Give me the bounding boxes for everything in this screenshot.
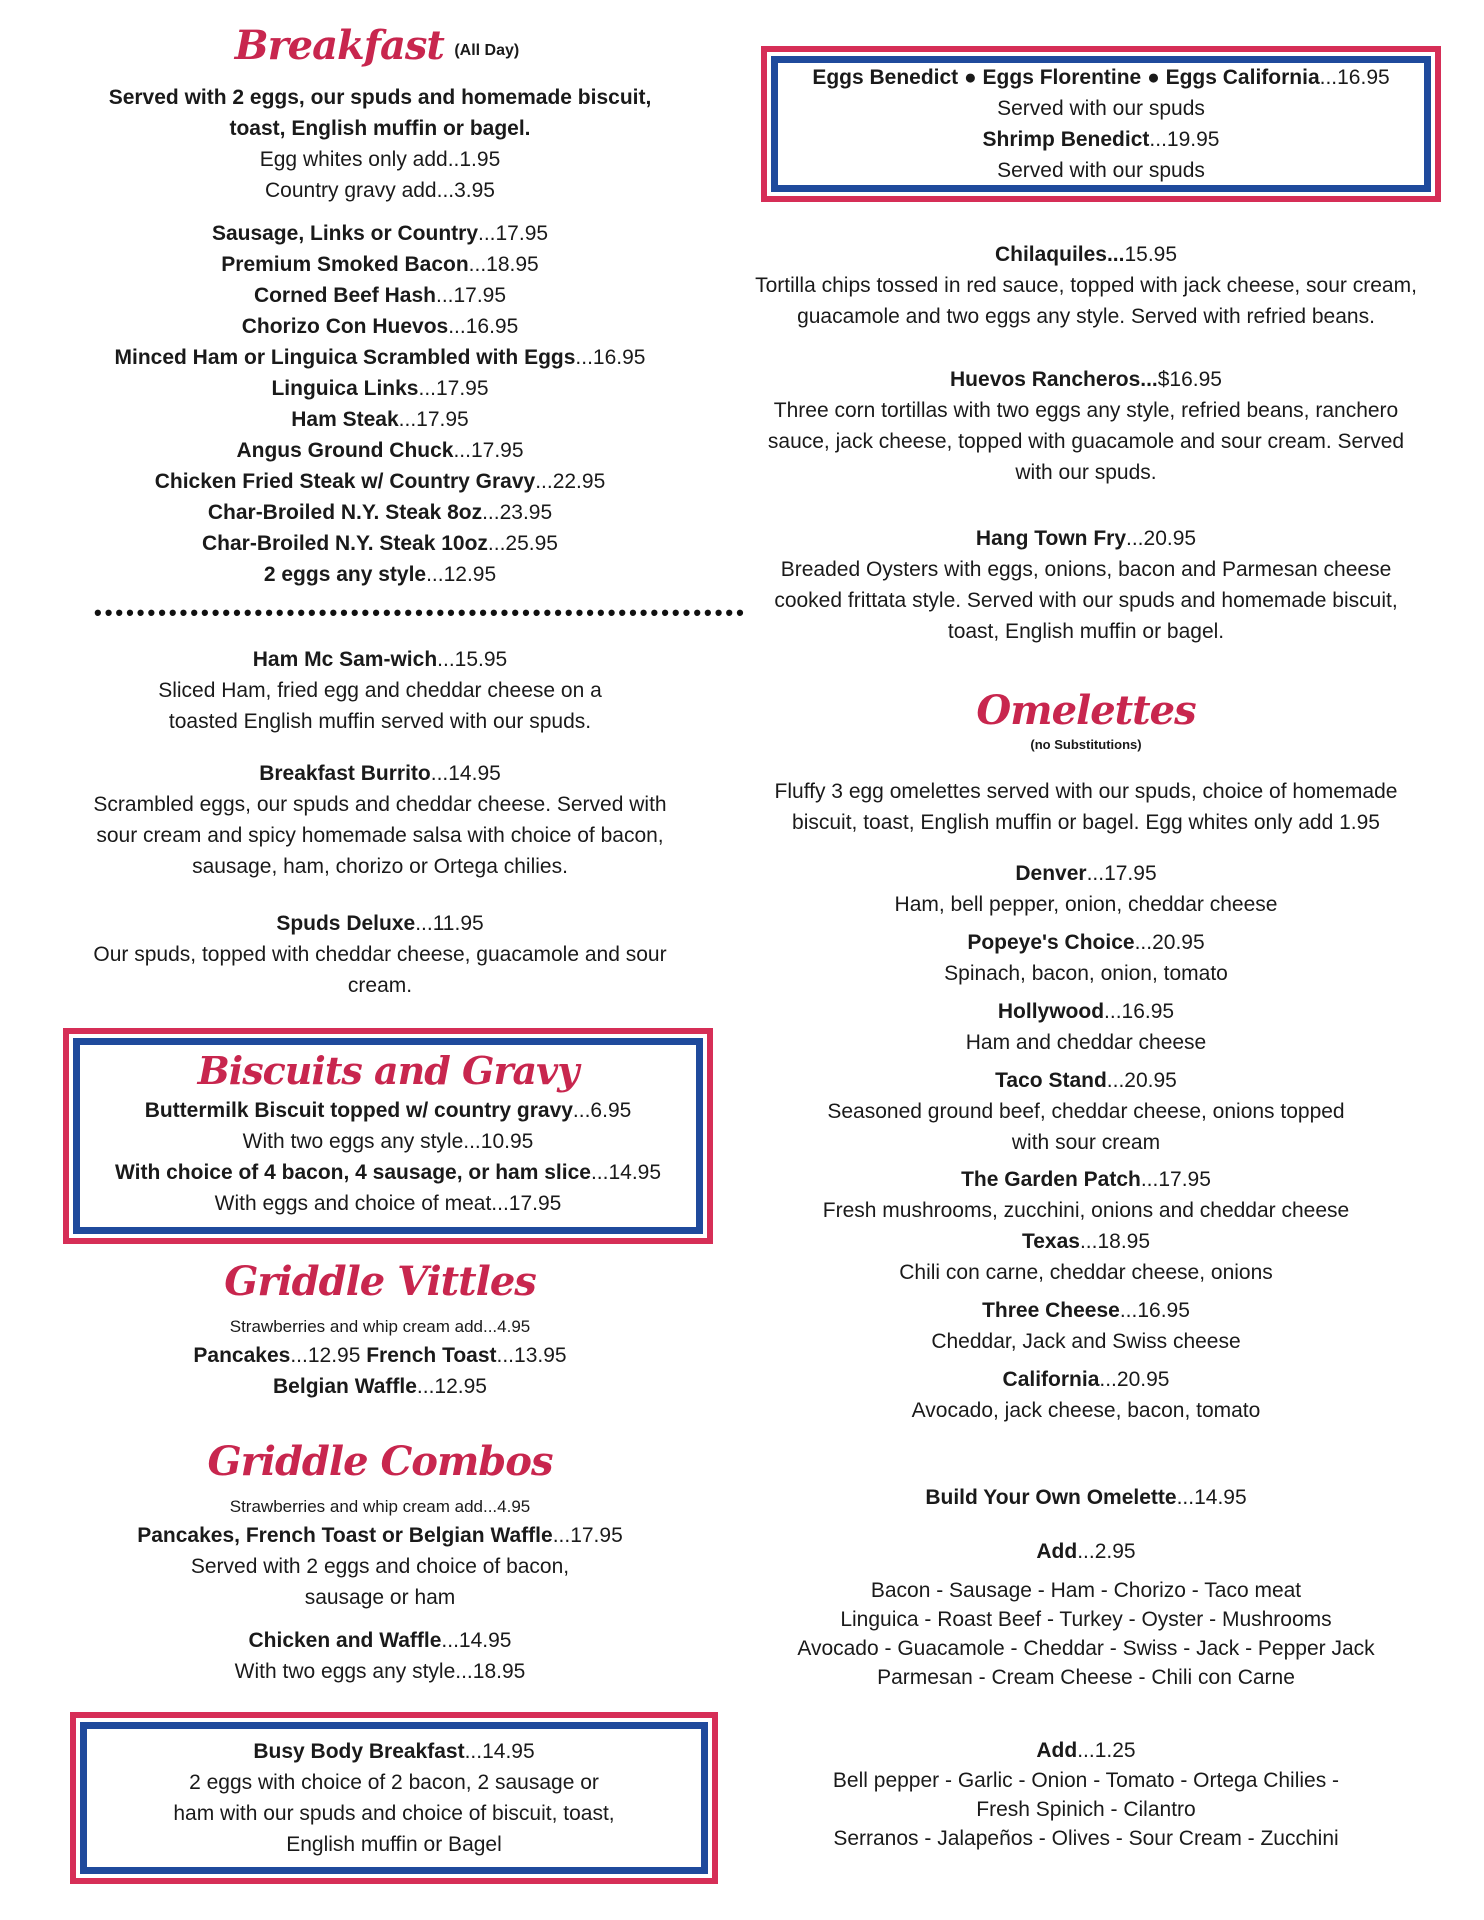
omelettes-intro (728, 776, 1444, 838)
breakfast-intro-line2: toast, English muffin or bagel. (229, 117, 531, 140)
item-price: ...20.95 (1099, 1368, 1170, 1391)
item-price: ...16.95 (448, 315, 519, 338)
addon-line: Linguica - Roast Beef - Turkey - Oyster - Mushrooms (840, 1608, 1332, 1631)
item-price: ...12.95 (416, 1375, 487, 1398)
chilaquiles-item (728, 239, 1444, 332)
biscuits-gravy-title: Biscuits and Gravy (197, 1048, 579, 1093)
item-name: Chicken and Waffle (248, 1629, 442, 1652)
item-name: Add (1036, 1540, 1078, 1563)
add-tier-2-header (728, 1735, 1444, 1766)
item-name: Chilaquiles... (994, 243, 1125, 266)
no-substitutions-note: (no Substitutions) (1030, 737, 1142, 752)
dotted-divider (60, 600, 747, 625)
menu-item (60, 373, 700, 404)
item-price: ...14.95 (441, 1629, 512, 1652)
biscuits-gravy-inner (73, 1038, 703, 1234)
addon-line: Bacon - Sausage - Ham - Chorizo - Taco meat (870, 1579, 1302, 1602)
item-name: Texas (1021, 1230, 1080, 1253)
item-desc: Served with 2 eggs and choice of bacon, (190, 1555, 570, 1578)
hangtown-item (728, 523, 1444, 647)
griddle-combos-section (60, 1436, 700, 1687)
item-name: Buttermilk Biscuit topped w/ country gravy (144, 1099, 573, 1122)
intro-line: Fluffy 3 egg omelettes served with our spuds, choice of homemade (774, 780, 1398, 803)
breakfast-header (60, 22, 700, 69)
item-desc: Fresh mushrooms, zucchini, onions and cheddar cheese (822, 1199, 1350, 1222)
omelette-california (728, 1364, 1444, 1426)
item-price: ...14.95 (430, 762, 501, 785)
omelette-three-cheese (728, 1295, 1444, 1357)
item-name: Char-Broiled N.Y. Steak 10oz (202, 532, 488, 555)
item-desc: with sour cream (1011, 1131, 1161, 1154)
item-price: ...20.95 (1106, 1069, 1177, 1092)
add-tier-1-list (728, 1575, 1444, 1693)
item-price: ...16.95 (1104, 1000, 1175, 1023)
item-desc: sour cream and spicy homemade salsa with choice of bacon, (96, 824, 664, 847)
item-price: $16.95 (1157, 368, 1222, 391)
item-desc: guacamole and two eggs any style. Served with refried beans. (797, 305, 1375, 328)
addon-line: Avocado - Guacamole - Cheddar - Swiss - Jack - Pepper Jack (797, 1637, 1375, 1660)
breakfast-title: Breakfast (234, 22, 444, 69)
item-desc: sausage, ham, chorizo or Ortega chilies. (192, 855, 568, 878)
item-price: 15.95 (1124, 243, 1178, 266)
item-price: ...17.95 (1140, 1168, 1211, 1191)
menu-item (60, 218, 700, 249)
item-name: Spuds Deluxe (276, 912, 416, 935)
item-name: Three Cheese (982, 1299, 1120, 1322)
item-price: ...13.95 (496, 1344, 567, 1367)
item-price: ...12.95 (426, 563, 497, 586)
item-name: Shrimp Benedict (982, 128, 1150, 151)
item-name: Eggs Florentine (982, 66, 1142, 89)
item-desc: Cheddar, Jack and Swiss cheese (931, 1330, 1241, 1353)
egg-whites-note: Egg whites only add..1.95 (259, 148, 501, 171)
item-desc: toast, English muffin or bagel. (947, 620, 1225, 643)
menu-item (60, 342, 700, 373)
item-desc: English muffin or Bagel (286, 1833, 502, 1856)
item-name: California (1002, 1368, 1100, 1391)
item-desc: 2 eggs with choice of 2 bacon, 2 sausage or (189, 1771, 599, 1794)
breakfast-intro-line1: Served with 2 eggs, our spuds and homemade biscuit, (108, 86, 652, 109)
item-name: Denver (1015, 862, 1087, 885)
spuds-deluxe-item (60, 908, 700, 1001)
item-price: ...14.95 (1176, 1486, 1247, 1509)
item-desc: Seasoned ground beef, cheddar cheese, onions topped (827, 1100, 1345, 1123)
item-desc: cream. (347, 974, 413, 997)
item-desc: Avocado, jack cheese, bacon, tomato (911, 1399, 1261, 1422)
item-name: French Toast (366, 1344, 497, 1367)
item-name: With choice of 4 bacon, 4 sausage, or ham slice (114, 1161, 591, 1184)
item-name: Ham Mc Sam-wich (252, 648, 438, 671)
item-price: ...16.95 (1319, 66, 1390, 89)
item-price: ...17.95 (453, 439, 524, 462)
addon-line: Serranos - Jalapeños - Olives - Sour Cream - Zucchini (833, 1827, 1339, 1850)
item-name: Build Your Own Omelette (925, 1486, 1177, 1509)
item-price: ...12.95 (290, 1344, 367, 1367)
item-name: 2 eggs any style (263, 563, 427, 586)
breakfast-items-list (60, 218, 700, 590)
item-name: Angus Ground Chuck (236, 439, 454, 462)
all-day-note: (All Day) (454, 42, 520, 59)
item-desc: Ham and cheddar cheese (965, 1031, 1207, 1054)
rancheros-item (728, 364, 1444, 488)
item-desc: sauce, jack cheese, topped with guacamole and sour cream. Served (767, 430, 1405, 453)
item-price: ...16.95 (575, 346, 646, 369)
item-desc: with our spuds. (1015, 461, 1157, 484)
item-name: Eggs California (1165, 66, 1320, 89)
item-price: ...2.95 (1077, 1540, 1136, 1563)
sam-wich-item (60, 644, 700, 737)
addon-line: Parmesan - Cream Cheese - Chili con Carne (877, 1666, 1295, 1689)
item-price: ...11.95 (415, 912, 484, 935)
item-price: ...17.95 (418, 377, 489, 400)
gravy-note: Country gravy add...3.95 (265, 179, 495, 202)
menu-item (60, 528, 700, 559)
menu-item (60, 311, 700, 342)
burrito-item (60, 758, 700, 882)
item-price: ...17.95 (552, 1524, 623, 1547)
build-your-own (728, 1482, 1444, 1513)
item-name: Sausage, Links or Country (211, 222, 478, 245)
item-price: ...18.95 (468, 253, 539, 276)
intro-line: biscuit, toast, English muffin or bagel. Egg whites only add 1.95 (792, 811, 1380, 834)
omelettes-header (728, 686, 1444, 754)
add-tier-2-list (728, 1765, 1444, 1854)
item-price: ...19.95 (1149, 128, 1220, 151)
omelette-taco-stand (728, 1065, 1444, 1158)
menu-item (60, 249, 700, 280)
item-price: ...17.95 (1086, 862, 1157, 885)
item-desc: Scrambled eggs, our spuds and cheddar cheese. Served with (93, 793, 667, 816)
griddle-vittles-section (60, 1256, 700, 1402)
item-name: The Garden Patch (961, 1168, 1141, 1191)
addon-line: Fresh Spinich - Cilantro (976, 1798, 1196, 1821)
item-name: Pancakes (193, 1344, 291, 1367)
biscuits-gravy-box (63, 1028, 713, 1244)
item-desc: Sliced Ham, fried egg and cheddar cheese on a (158, 679, 602, 702)
item-price: ...6.95 (572, 1099, 632, 1122)
item-name: Taco Stand (995, 1069, 1107, 1092)
item-name: Pancakes, French Toast or Belgian Waffle (137, 1524, 553, 1547)
item-price: ...20.95 (1134, 931, 1205, 954)
item-name: Corned Beef Hash (253, 284, 436, 307)
omelette-garden-patch (728, 1164, 1444, 1226)
benedict-box (761, 46, 1441, 202)
menu-item (60, 497, 700, 528)
item-name: Busy Body Breakfast (253, 1740, 465, 1763)
bullet: ● (1141, 66, 1166, 89)
item-price: ...20.95 (1126, 527, 1197, 550)
omelettes-title: Omelettes (976, 687, 1196, 734)
item-name: Belgian Waffle (273, 1375, 417, 1398)
item-desc: Served with our spuds (997, 97, 1205, 120)
menu-item (60, 559, 700, 590)
griddle-vittles-title: Griddle Vittles (224, 1258, 536, 1305)
item-price: ...17.95 (478, 222, 549, 245)
item-price: ...22.95 (535, 470, 606, 493)
item-name: Premium Smoked Bacon (221, 253, 469, 276)
item-name: Huevos Rancheros... (950, 368, 1158, 391)
item-desc: With two eggs any style...10.95 (242, 1130, 534, 1153)
item-desc: toasted English muffin served with our spuds. (168, 710, 592, 733)
strawberries-note: Strawberries and whip cream add...4.95 (229, 1497, 531, 1516)
item-name: Popeye's Choice (967, 931, 1135, 954)
item-name: Linguica Links (271, 377, 419, 400)
item-name: Chicken Fried Steak w/ Country Gravy (154, 470, 536, 493)
menu-item (60, 404, 700, 435)
omelette-hollywood (728, 996, 1444, 1058)
item-price: ...14.95 (590, 1161, 662, 1184)
item-desc: Our spuds, topped with cheddar cheese, guacamole and sour (93, 943, 667, 966)
bullet: ● (958, 66, 983, 89)
menu-item (60, 280, 700, 311)
item-desc: sausage or ham (304, 1586, 456, 1609)
item-name: Hollywood (997, 1000, 1105, 1023)
item-price: ...18.95 (1079, 1230, 1151, 1253)
omelette-denver (728, 858, 1444, 920)
item-desc: Tortilla chips tossed in red sauce, topped with jack cheese, sour cream, (755, 274, 1417, 297)
item-desc: ham with our spuds and choice of biscuit, toast, (173, 1802, 615, 1825)
divider-dots: ••••••••••••••••••••••••••••••••••••••••••••••••••••••••••••• (94, 600, 747, 625)
addon-line: Bell pepper - Garlic - Onion - Tomato - Ortega Chilies - (832, 1769, 1340, 1792)
item-desc: Breaded Oysters with eggs, onions, bacon and Parmesan cheese (780, 558, 1392, 581)
menu-item (60, 435, 700, 466)
item-price: ...25.95 (487, 532, 558, 555)
omelette-texas (728, 1226, 1444, 1288)
item-desc: Served with our spuds (997, 159, 1205, 182)
busy-body-inner (80, 1722, 708, 1874)
item-desc: Ham, bell pepper, onion, cheddar cheese (894, 893, 1278, 916)
item-desc: Spinach, bacon, onion, tomato (944, 962, 1228, 985)
item-name: Hang Town Fry (975, 527, 1127, 550)
item-desc: With eggs and choice of meat...17.95 (214, 1192, 562, 1215)
item-desc: cooked frittata style. Served with our spuds and homemade biscuit, (774, 589, 1398, 612)
strawberries-note: Strawberries and whip cream add...4.95 (229, 1317, 531, 1336)
item-name: Add (1036, 1739, 1078, 1762)
item-price: ...1.25 (1077, 1739, 1136, 1762)
add-tier-1-header (728, 1536, 1444, 1567)
item-name: Eggs Benedict (812, 66, 959, 89)
item-desc: Three corn tortillas with two eggs any style, refried beans, ranchero (773, 399, 1399, 422)
item-price: ...17.95 (435, 284, 507, 307)
item-price: ...14.95 (464, 1740, 535, 1763)
item-price: ...17.95 (398, 408, 469, 431)
benedict-inner (771, 56, 1431, 192)
item-name: Ham Steak (291, 408, 399, 431)
item-name: Chorizo Con Huevos (241, 315, 449, 338)
item-desc: Chili con carne, cheddar cheese, onions (899, 1261, 1273, 1284)
item-price: ...16.95 (1119, 1299, 1190, 1322)
item-name: Breakfast Burrito (259, 762, 431, 785)
item-desc: With two eggs any style...18.95 (234, 1660, 526, 1683)
item-price: ...15.95 (437, 648, 508, 671)
omelette-popeye (728, 927, 1444, 989)
menu-item (60, 466, 700, 497)
item-name: Char-Broiled N.Y. Steak 8oz (207, 501, 483, 524)
item-name: Minced Ham or Linguica Scrambled with Eggs (114, 346, 576, 369)
item-price: ...23.95 (482, 501, 553, 524)
busy-body-box (70, 1712, 718, 1884)
griddle-combos-title: Griddle Combos (207, 1438, 553, 1485)
